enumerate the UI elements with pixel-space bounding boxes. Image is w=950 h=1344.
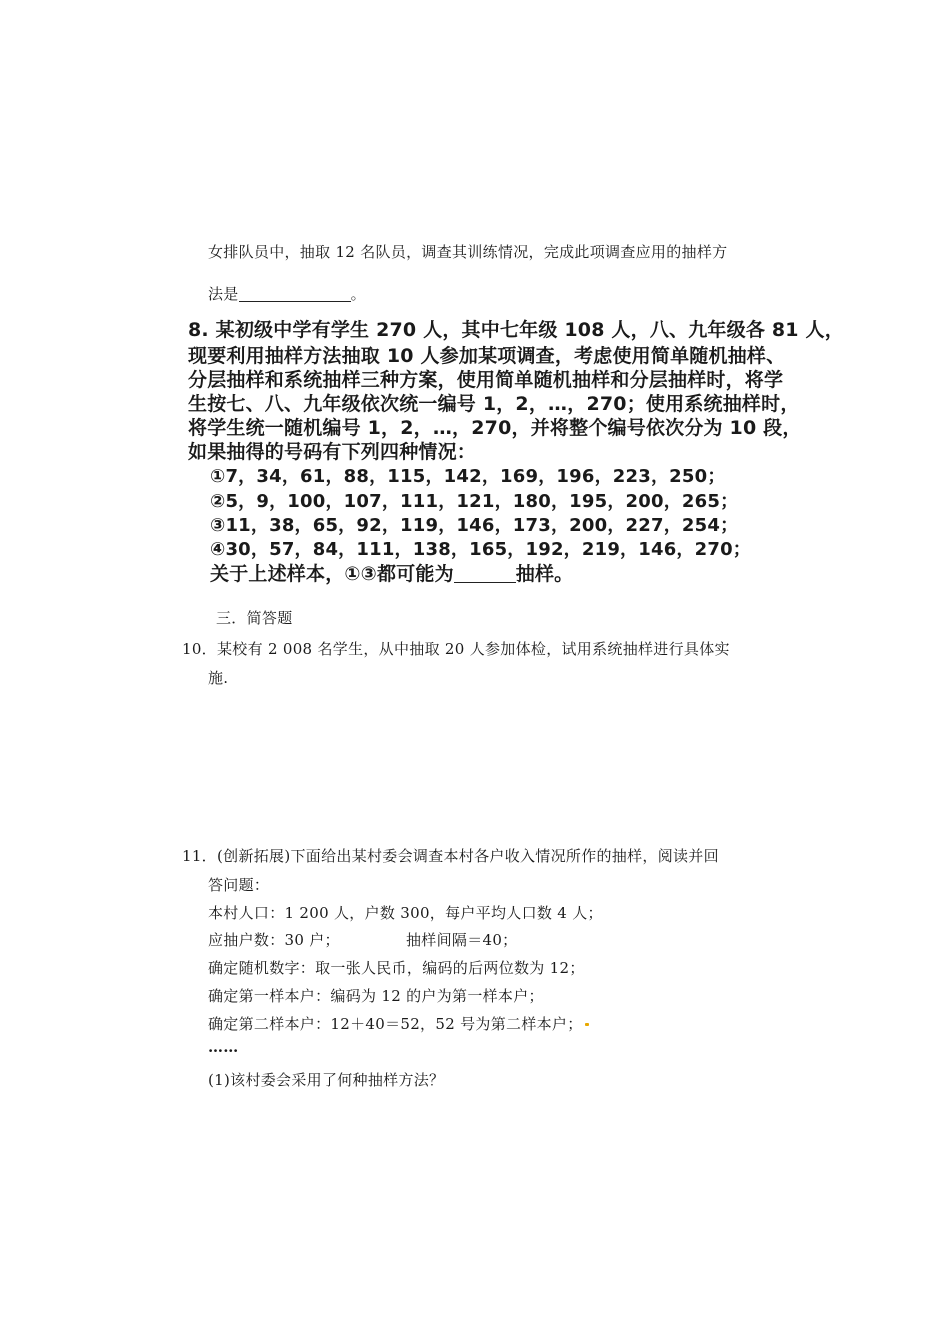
q-prev-line-1: 女排队员中，抽取 12 名队员，调查其训练情况，完成此项调查应用的抽样方 — [208, 243, 728, 261]
q11-line-5: 确定随机数字：取一张人民币，编码的后两位数为 12； — [208, 959, 585, 977]
q8-final-prefix: 关于上述样本，①③都可能为 — [210, 563, 454, 585]
q-prev-line-2-suffix: 。 — [350, 285, 366, 303]
q11-line-3: 本村人口：1 200 人，户数 300，每户平均人口数 4 人； — [208, 904, 603, 922]
q8-line-2: 现要利用抽样方法抽取 10 人参加某项调查，考虑使用简单随机抽样、 — [188, 345, 786, 367]
q8-option-4: ④30，57，84，111，138，165，192，219，146，270； — [210, 539, 751, 560]
q8-line-6: 如果抽得的号码有下列四种情况： — [188, 441, 477, 463]
q8-option-3: ③11，38，65，92，119，146，173，200，227，254； — [210, 515, 739, 536]
stray-mark — [585, 1023, 589, 1026]
q10-line-1: 10．某校有 2 008 名学生，从中抽取 20 人参加体检，试用系统抽样进行具体实 — [182, 640, 730, 658]
q8-line-1: 8. 某初级中学有学生 270 人，其中七年级 108 人，八、九年级各 81 人， — [188, 319, 844, 341]
q10-line-2: 施. — [208, 669, 229, 687]
q8-option-1: ①7，34，61，88，115，142，169，196，223，250； — [210, 466, 726, 487]
q8-line-4: 生按七、八、九年级依次统一编号 1，2，…，270；使用系统抽样时， — [188, 393, 800, 415]
q11-line-1: 11．(创新拓展)下面给出某村委会调查本村各户收入情况所作的抽样，阅读并回 — [182, 847, 719, 865]
q11-line-2: 答问题： — [208, 876, 270, 894]
q-prev-line-2-prefix: 法是 — [208, 285, 239, 303]
q11-line-4b: 抽样间隔＝40； — [406, 931, 518, 949]
q11-line-7: 确定第二样本户：12＋40＝52，52 号为第二样本户； — [208, 1015, 583, 1033]
q8-answer-blank — [454, 564, 516, 583]
q11-sub-question-1: (1)该村委会采用了何种抽样方法？ — [208, 1071, 445, 1089]
section-title: 三．简答题 — [216, 609, 293, 627]
q8-option-2: ②5，9，100，107，111，121，180，195，200，265； — [210, 491, 739, 512]
q11-ellipsis: …… — [208, 1038, 239, 1056]
q8-final-suffix: 抽样。 — [515, 563, 574, 585]
q11-line-6: 确定第一样本户：编码为 12 的户为第一样本户； — [208, 987, 544, 1005]
q8-line-3: 分层抽样和系统抽样三种方案，使用简单随机抽样和分层抽样时，将学 — [188, 369, 784, 391]
answer-blank — [239, 285, 351, 302]
q11-line-4a: 应抽户数：30 户； — [208, 931, 340, 949]
q8-final-line — [210, 559, 573, 586]
q8-line-5: 将学生统一随机编号 1，2，…，270，并将整个编号依次分为 10 段， — [188, 417, 802, 439]
q-prev-line-2 — [208, 283, 366, 304]
